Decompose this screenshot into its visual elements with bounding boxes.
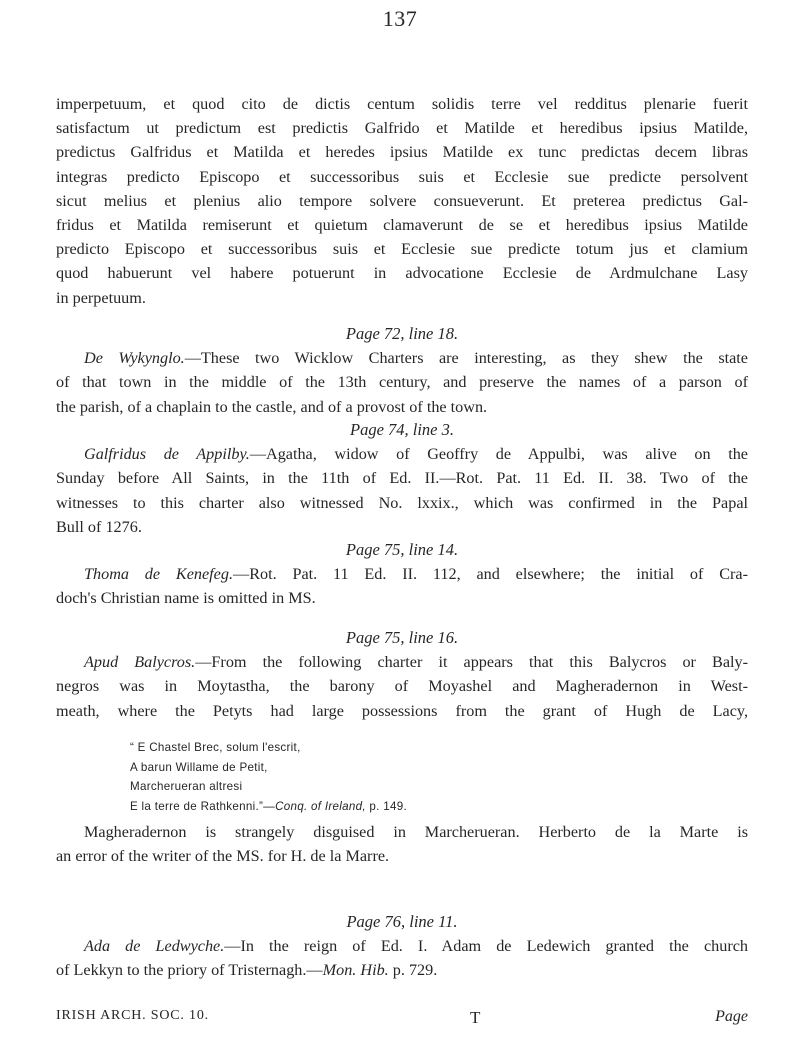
text-line: the parish, of a chaplain to the castle, and of a provost of the town. (56, 397, 488, 416)
text-line: doch's Christian name is omitted in MS. (56, 589, 316, 608)
text-line: sicut melius et plenius alio tempore solvere consueverunt. Et preterea predictus Gal- (56, 191, 748, 210)
gathering-letter: T (470, 1008, 481, 1027)
note-section-1 (56, 322, 748, 419)
text-line: predictus Galfridus et Matilda et heredes ipsius Matilde ex tunc predictas decem libras (56, 143, 748, 162)
note-heading: Page 74, line 3. (349, 420, 455, 439)
text-line: Apud Balycros.—From the following charter it appears that this Balycros or Baly- (84, 653, 748, 672)
text-line: quod habuerunt vel habere potuerunt in advocatione Ecclesie de Ardmulchane Lasy (56, 264, 748, 283)
text-line: of Lekkyn to the priory of Tristernagh.—Mon. Hib. p. 729. (56, 961, 438, 980)
page-number: 137 (382, 6, 418, 31)
catchword: Page (715, 1008, 748, 1025)
verse-line: E la terre de Rathkenni.”—Conq. of Ireland, p. 149. (130, 799, 407, 813)
note-section-3 (56, 538, 748, 611)
lemma: Galfridus de Appilby. (84, 445, 250, 464)
verse-source: Conq. of Ireland, (275, 799, 366, 813)
lemma: De Wykynglo. (84, 349, 185, 368)
lemma: Thoma de Kenefeg. (84, 565, 233, 584)
verse-line: A barun Willame de Petit, (130, 760, 268, 774)
note-section-4 (56, 626, 748, 723)
text-line: Bull of 1276. (56, 517, 142, 536)
text-line: Thoma de Kenefeg.—Rot. Pat. 11 Ed. II. 112, and elsewhere; the initial of Cra- (84, 565, 748, 584)
text-line: Magheradernon is strangely disguised in Marcherueran. Herberto de la Marte is (84, 823, 748, 841)
text-line: Galfridus de Appilby.—Agatha, widow of Geoffry de Appulbi, was alive on the (84, 445, 748, 464)
text-line: integras predicto Episcopo et successoribus suis et Ecclesie sue predicte persolvent (56, 167, 748, 186)
paragraph-latin-charter (56, 92, 748, 310)
text-line: negros was in Moytastha, the barony of Moyashel and Magheradernon in West- (56, 677, 748, 696)
verse-quotation (130, 738, 407, 816)
note-section-5 (56, 910, 748, 983)
text-line: in perpetuum. (56, 288, 146, 307)
text-line: witnesses to this charter also witnessed No. lxxix., which was confirmed in the Papal (56, 493, 748, 512)
lemma: Apud Balycros. (84, 653, 196, 672)
note-heading: Page 75, line 16. (345, 628, 459, 647)
page-footer (56, 1008, 748, 1030)
text-line: predicto Episcopo et successoribus suis et Ecclesie sue predicte totum jus et clamium (56, 240, 748, 259)
text-line: an error of the writer of the MS. for H. de la Marre. (56, 847, 390, 866)
note-section-2 (56, 418, 748, 539)
text-line: satisfactum ut predictum est predictis Galfrido et Matilde et heredibus ipsius Matilde, (56, 119, 748, 138)
text-line: Ada de Ledwyche.—In the reign of Ed. I. Adam de Ledewich granted the church (84, 937, 748, 956)
reference: Mon. Hib. (322, 961, 389, 980)
verse-line: “ E Chastel Brec, solum l'escrit, (130, 741, 301, 754)
note-section-4-continued (56, 820, 748, 868)
signature-mark: IRISH ARCH. SOC. 10. (56, 1008, 209, 1023)
text-line: fridus et Matilda remiserunt et quietum clamaverunt de se et heredibus ipsius Matilde (56, 216, 748, 235)
lemma: Ada de Ledwyche. (84, 937, 225, 956)
text-line: meath, where the Petyts had large possessions from the grant of Hugh de Lacy, (56, 701, 748, 720)
text-line: of that town in the middle of the 13th century, and preserve the names of a parson of (56, 373, 748, 392)
text-line: De Wykynglo.—These two Wicklow Charters are interesting, as they shew the state (84, 349, 748, 368)
note-heading: Page 75, line 14. (345, 540, 459, 559)
text-line: Sunday before All Saints, in the 11th of Ed. II.—Rot. Pat. 11 Ed. II. 38. Two of the (56, 469, 748, 488)
text-line: imperpetuum, et quod cito de dictis centum solidis terre vel redditus plenarie fuerit (56, 95, 748, 113)
note-heading: Page 72, line 18. (345, 324, 459, 343)
verse-line: Marcherueran altresi (130, 780, 243, 793)
note-heading: Page 76, line 11. (346, 912, 458, 931)
